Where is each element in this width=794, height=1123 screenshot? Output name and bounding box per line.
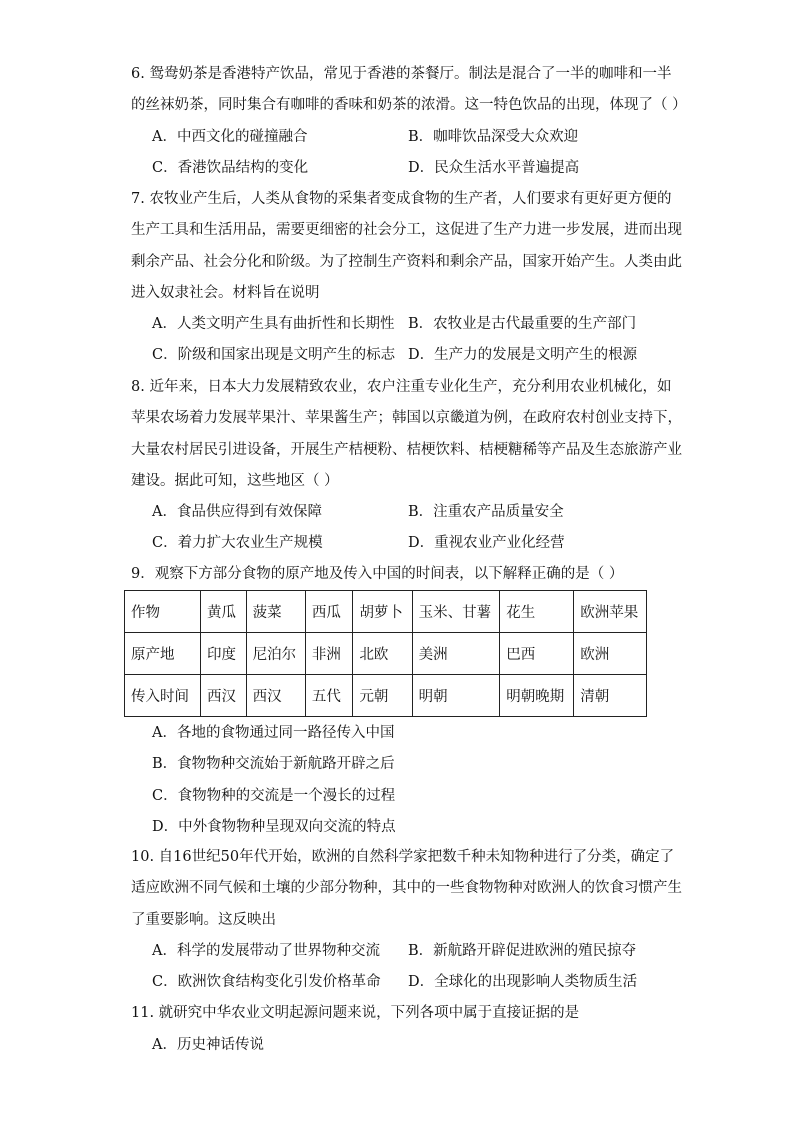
q6-option-a[interactable]: A．中西文化的碰撞融合 bbox=[152, 129, 308, 145]
question-8-line-4: 建设。据此可知，这些地区（ ） bbox=[131, 472, 339, 489]
q7-option-c[interactable]: C．阶级和国家出现是文明产生的标志 bbox=[152, 347, 396, 364]
q8-option-d[interactable]: D．重视农业产业化经营 bbox=[408, 535, 565, 552]
question-6-line-2: 的丝袜奶茶，同时集合有咖啡的香味和奶茶的浓滑。这一特色饮品的出现，体现了（ ） bbox=[131, 97, 687, 114]
q8-option-c[interactable]: C．着力扩大农业生产规模 bbox=[152, 535, 323, 552]
q6-option-b[interactable]: B．咖啡饮品深受大众欢迎 bbox=[408, 129, 579, 145]
q9-option-c[interactable]: C．食物物种的交流是一个漫长的过程 bbox=[152, 787, 396, 804]
table-cell: 非洲 bbox=[305, 633, 353, 675]
table-row-origin bbox=[125, 633, 647, 675]
food-origin-table bbox=[124, 590, 647, 717]
question-7-line-2: 生产工具和生活用品，需要更细密的社会分工，这促进了生产力进一步发展，进而出现 bbox=[131, 222, 682, 239]
table-cell: 黄瓜 bbox=[200, 591, 246, 633]
table-cell: 印度 bbox=[200, 633, 246, 675]
question-10-line-1: 10. 自16世纪50年代开始，欧洲的自然科学家把数千种未知物种进行了分类，确定了 bbox=[131, 849, 675, 865]
question-11-options bbox=[152, 1030, 672, 1061]
q9-option-a[interactable]: A．各地的食物通过同一路径传入中国 bbox=[152, 725, 395, 741]
question-7-options bbox=[152, 309, 672, 372]
table-cell: 欧洲 bbox=[574, 633, 647, 675]
q9-option-b[interactable]: B．食物物种交流始于新航路开辟之后 bbox=[152, 756, 395, 773]
question-6-options bbox=[152, 122, 672, 185]
question-9-options bbox=[152, 718, 672, 843]
q11-option-a[interactable]: A．历史神话传说 bbox=[152, 1037, 264, 1053]
question-11 bbox=[131, 998, 671, 1029]
q6-option-d[interactable]: D．民众生活水平普遍提高 bbox=[408, 160, 580, 177]
question-7-line-3: 剩余产品、社会分化和阶级。为了控制生产资料和剩余产品，国家开始产生。人类由此 bbox=[131, 253, 682, 270]
question-7-line-4: 进入奴隶社会。材料旨在说明 bbox=[131, 284, 320, 301]
q8-option-a[interactable]: A．食品供应得到有效保障 bbox=[152, 504, 322, 520]
table-cell: 菠菜 bbox=[246, 591, 305, 633]
question-6-line-1: 6. 鸳鸯奶茶是香港特产饮品，常见于香港的茶餐厅。制法是混合了一半的咖啡和一半 bbox=[131, 66, 672, 82]
q10-option-a[interactable]: A．科学的发展带动了世界物种交流 bbox=[152, 943, 380, 959]
question-7-line-1: 7. 农牧业产生后，人类从食物的采集者变成食物的生产者，人们要求有更好更方便的 bbox=[131, 191, 672, 207]
q10-option-c[interactable]: C．欧洲饮食结构变化引发价格革命 bbox=[152, 974, 381, 991]
q8-option-b[interactable]: B．注重农产品质量安全 bbox=[408, 504, 564, 520]
question-8-line-3: 大量农村居民引进设备，开展生产桔梗粉、桔梗饮料、桔梗糖稀等产品及生态旅游产业 bbox=[131, 441, 682, 458]
table-cell: 元朝 bbox=[353, 675, 412, 717]
question-6 bbox=[131, 59, 687, 122]
table-cell: 美洲 bbox=[412, 633, 500, 675]
table-cell: 明朝 bbox=[412, 675, 500, 717]
question-8-line-1: 8. 近年来，日本大力发展精致农业，农户注重专业化生产，充分利用农业机械化，如 bbox=[131, 379, 672, 395]
table-cell: 巴西 bbox=[500, 633, 574, 675]
q7-option-a[interactable]: A．人类文明产生具有曲折性和长期性 bbox=[152, 316, 395, 332]
question-11-line-1: 11. 就研究中华农业文明起源问题来说，下列各项中属于直接证据的是 bbox=[131, 1005, 580, 1021]
table-cell: 原产地 bbox=[125, 633, 201, 675]
question-10-line-2: 适应欧洲不同气候和土壤的少部分物种，其中的一些食物物种对欧洲人的饮食习惯产生 bbox=[131, 880, 682, 897]
table-cell: 西汉 bbox=[246, 675, 305, 717]
table-row-crop bbox=[125, 591, 647, 633]
table-cell: 尼泊尔 bbox=[246, 633, 305, 675]
q10-option-b[interactable]: B．新航路开辟促进欧洲的殖民掠夺 bbox=[408, 943, 637, 959]
question-10-line-3: 了重要影响。这反映出 bbox=[131, 911, 276, 928]
q10-option-d[interactable]: D．全球化的出现影响人类物质生活 bbox=[408, 974, 638, 991]
table-cell: 传入时间 bbox=[125, 675, 201, 717]
question-10 bbox=[131, 842, 682, 936]
q7-option-b[interactable]: B．农牧业是古代最重要的生产部门 bbox=[408, 316, 637, 332]
table-cell: 西瓜 bbox=[305, 591, 353, 633]
table-cell: 清朝 bbox=[574, 675, 647, 717]
question-10-options bbox=[152, 936, 672, 999]
table-cell: 花生 bbox=[500, 591, 574, 633]
table-row-time bbox=[125, 675, 647, 717]
question-8-options bbox=[152, 497, 672, 560]
question-8-line-2: 苹果农场着力发展苹果汁、苹果酱生产；韩国以京畿道为例，在政府农村创业支持下， bbox=[131, 410, 682, 427]
question-8 bbox=[131, 372, 682, 497]
table-cell: 玉米、甘薯 bbox=[412, 591, 500, 633]
question-7 bbox=[131, 184, 682, 309]
table-cell: 北欧 bbox=[353, 633, 412, 675]
question-9-line-1: 9．观察下方部分食物的原产地及传入中国的时间表，以下解释正确的是（ ） bbox=[131, 566, 624, 582]
q7-option-d[interactable]: D．生产力的发展是文明产生的根源 bbox=[408, 347, 638, 364]
table-cell: 明朝晚期 bbox=[500, 675, 574, 717]
table-cell: 西汉 bbox=[200, 675, 246, 717]
table-cell: 作物 bbox=[125, 591, 201, 633]
q9-option-d[interactable]: D．中外食物物种呈现双向交流的特点 bbox=[152, 818, 396, 835]
question-9 bbox=[131, 559, 671, 590]
table-cell: 欧洲苹果 bbox=[574, 591, 647, 633]
table-cell: 胡萝卜 bbox=[353, 591, 412, 633]
q6-option-c[interactable]: C．香港饮品结构的变化 bbox=[152, 160, 309, 177]
table-cell: 五代 bbox=[305, 675, 353, 717]
